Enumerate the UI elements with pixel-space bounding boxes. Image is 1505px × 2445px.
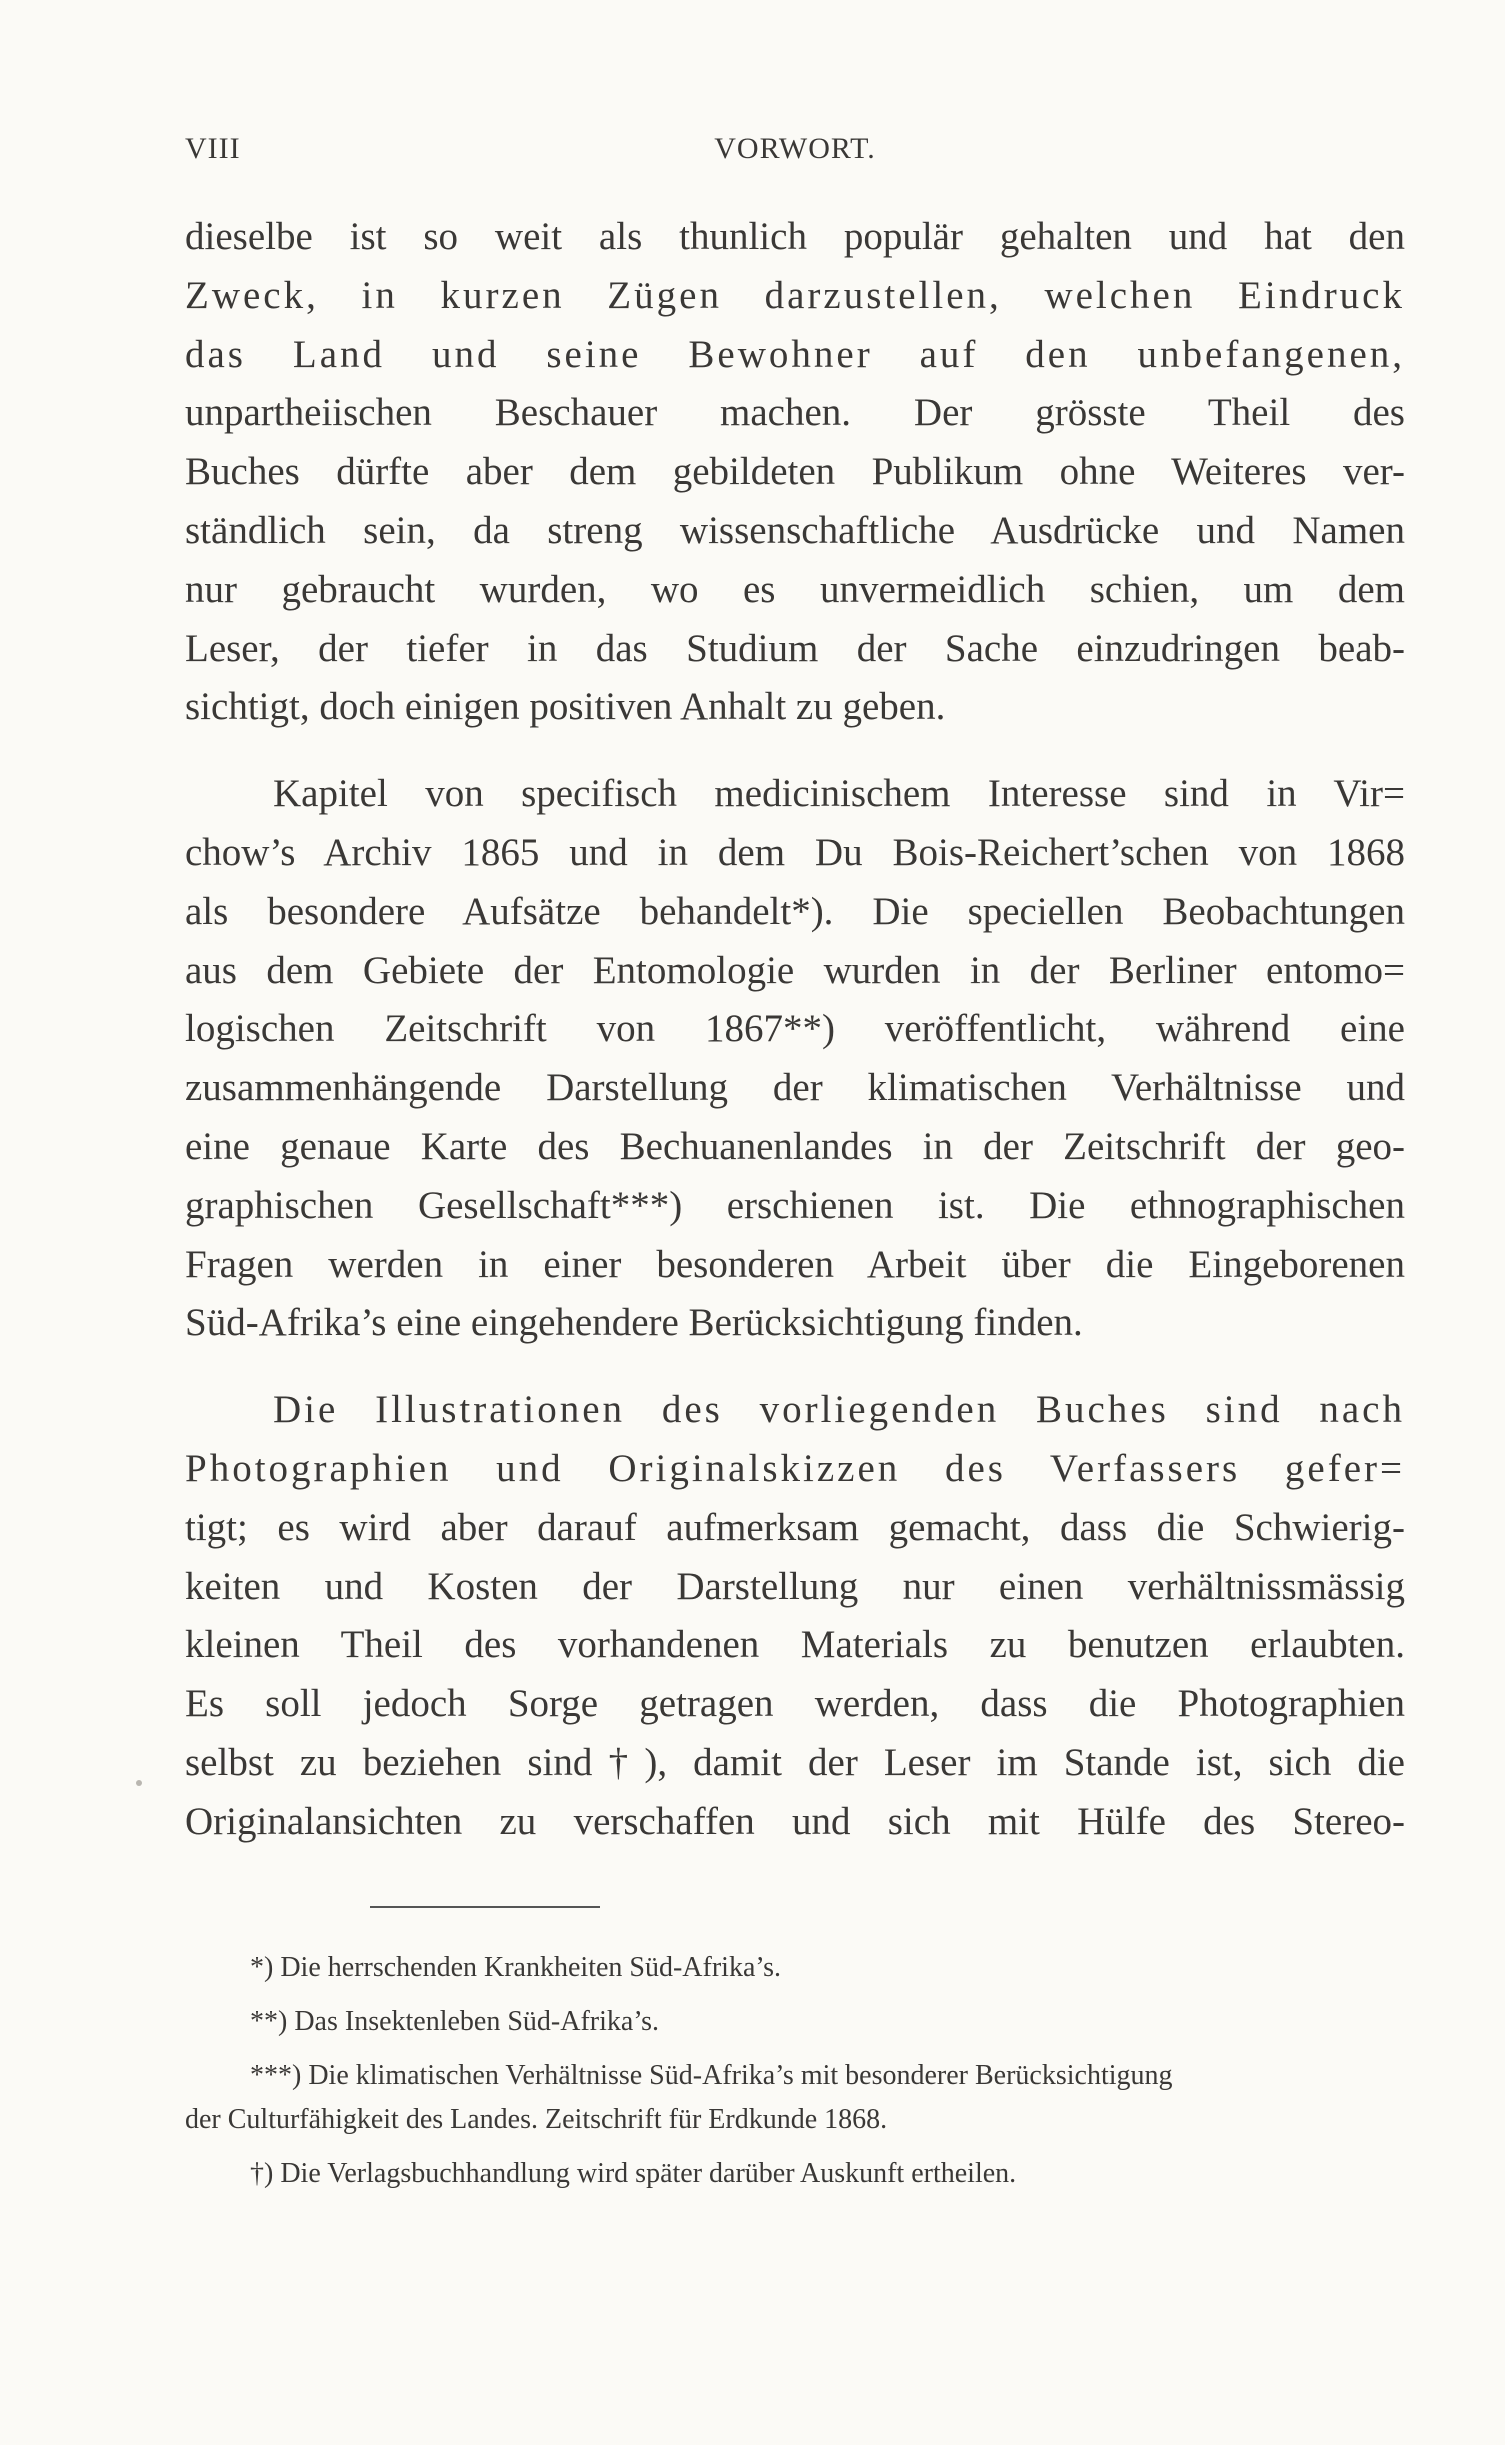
footnote: †) Die Verlagsbuchhandlung wird später darüber Auskunft ertheilen.: [250, 2158, 1017, 2189]
text-line: graphischen Gesellschaft***) erschienen ist. Die ethnographischen: [185, 1183, 1405, 1227]
text-line: Buches dürfte aber dem gebildeten Publikum ohne Weiteres ver-: [185, 450, 1405, 494]
text-line: dieselbe ist so weit als thunlich populär gehalten und hat den: [185, 215, 1405, 258]
text-line: Es soll jedoch Sorge getragen werden, dass die Photographien: [185, 1682, 1405, 1726]
text-line: Süd-Afrika’s eine eingehendere Berücksichtigung finden.: [185, 1301, 1083, 1345]
text-line: unpartheiischen Beschauer machen. Der grösste Theil des: [185, 391, 1405, 435]
text-line: nur gebraucht wurden, wo es unvermeidlich schien, um dem: [185, 567, 1405, 611]
text-line: logischen Zeitschrift von 1867**) veröffentlicht, während eine: [185, 1007, 1405, 1051]
footnote: **) Das Insektenleben Süd-Afrika’s.: [250, 2006, 660, 2037]
text-line: tigt; es wird aber darauf aufmerksam gemacht, dass die Schwierig-: [185, 1505, 1405, 1549]
text-line: kleinen Theil des vorhandenen Materials zu benutzen erlaubten.: [185, 1623, 1405, 1667]
text-line: selbst zu beziehen sind†), damit der Leser im Stande ist, sich die: [185, 1740, 1405, 1784]
text-line: eine genaue Karte des Bechuanenlandes in der Zeitschrift der geo-: [185, 1124, 1405, 1168]
page-header: [185, 132, 1405, 172]
paragraph-3: [185, 1381, 1405, 1851]
margin-speck: [136, 1780, 142, 1786]
text-line: Kapitel von specifisch medicinischem Interesse sind in Vir=: [273, 772, 1405, 816]
text-line: Fragen werden in einer besonderen Arbeit über die Eingeborenen: [185, 1242, 1405, 1286]
running-title: VORWORT.: [714, 132, 876, 165]
text-line: sichtigt, doch einigen positiven Anhalt zu geben.: [185, 685, 946, 729]
text-line: chow’s Archiv 1865 und in dem Du Bois-Reichert’schen von 1868: [185, 830, 1405, 874]
footnotes: [185, 1946, 1405, 2206]
text-line: keiten und Kosten der Darstellung nur einen verhältnissmässig: [185, 1564, 1405, 1608]
text-line: Leser, der tiefer in das Studium der Sache einzudringen beab-: [185, 626, 1405, 670]
text-line: ständlich sein, da streng wissenschaftliche Ausdrücke und Namen: [185, 508, 1405, 552]
text-line: zusammenhängende Darstellung der klimatischen Verhältnisse und: [185, 1066, 1405, 1110]
text-line: Originalansichten zu verschaffen und sich mit Hülfe des Stereo-: [185, 1799, 1405, 1843]
paragraph-2: [185, 765, 1405, 1353]
text-line: Zweck, in kurzen Zügen darzustellen, welchen Eindruck: [185, 273, 1405, 317]
footnote-continuation: der Culturfähigkeit des Landes. Zeitschrift für Erdkunde 1868.: [185, 2104, 888, 2135]
body-text: [185, 208, 1405, 1880]
paragraph-1: [185, 208, 1405, 737]
text-line: das Land und seine Bewohner auf den unbefangenen,: [185, 332, 1405, 376]
text-line: Die Illustrationen des vorliegenden Buches sind nach: [273, 1388, 1405, 1432]
page-number: VIII: [185, 132, 241, 165]
footnote: ***) Die klimatischen Verhältnisse Süd-Afrika’s mit besonderer Berücksichtigung: [250, 2060, 1173, 2091]
text-line: aus dem Gebiete der Entomologie wurden in der Berliner entomo=: [185, 948, 1405, 992]
text-line: Photographien und Originalskizzen des Verfassers gefer=: [185, 1446, 1405, 1490]
footnote-rule: [370, 1906, 600, 1908]
footnote: *) Die herrschenden Krankheiten Süd-Afrika’s.: [250, 1952, 782, 1983]
text-line: als besondere Aufsätze behandelt*). Die speciellen Beobachtungen: [185, 889, 1405, 933]
